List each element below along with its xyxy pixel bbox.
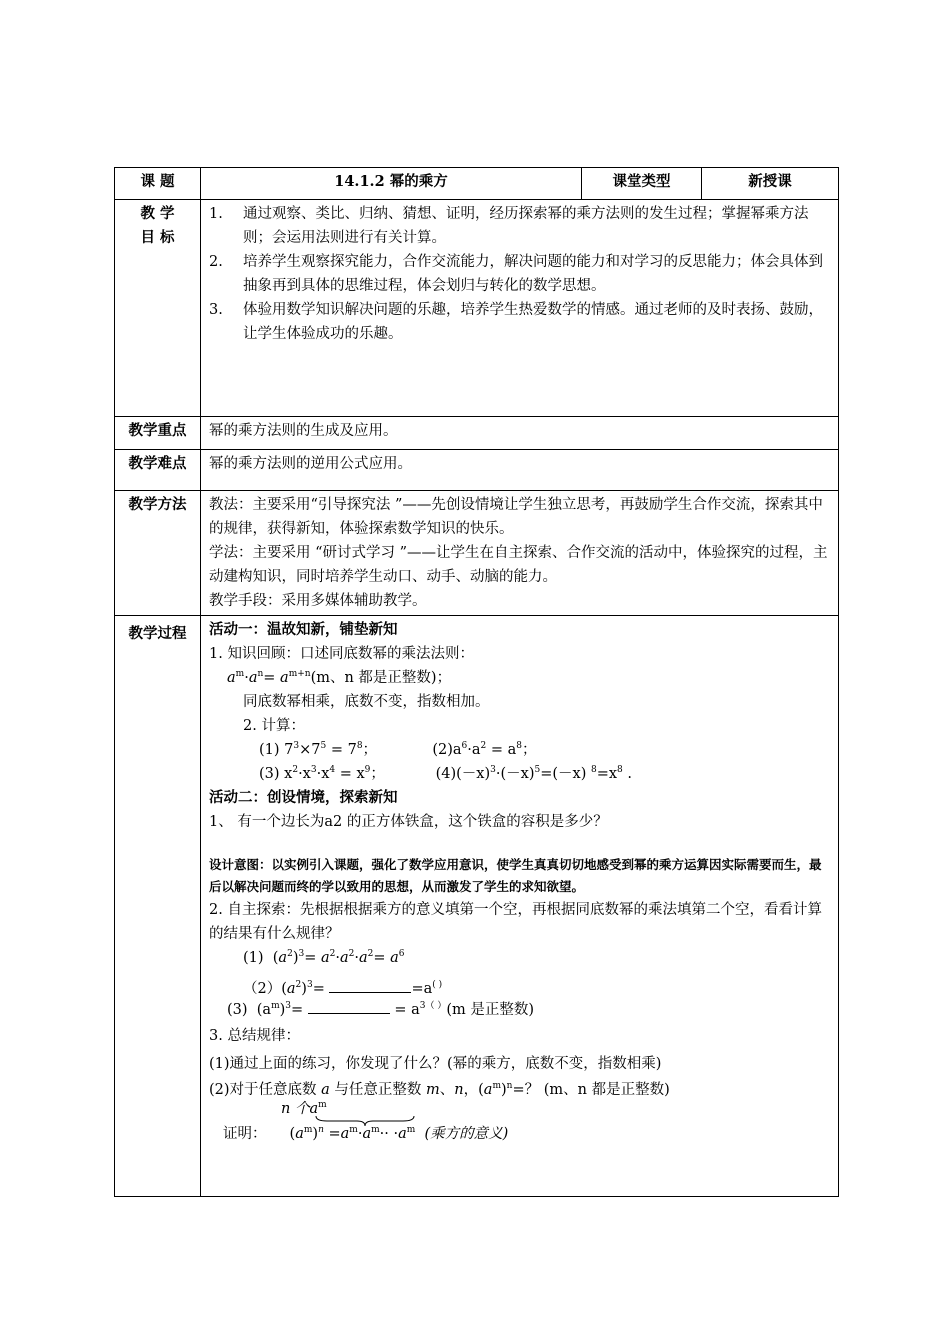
rule-text: 同底数幂相乘，底数不变，指数相加。	[243, 694, 490, 710]
review-line: 1. 知识回顾：口述同底数幂的乘法法则：	[209, 646, 474, 662]
calc-line-2: (3) $x^2\cdot x^3\cdot x^4 = x^9$； $(4)(-x)^3\cdot(-x)^5=(-x)$ $^8=x^8$ .	[259, 765, 632, 782]
method-label: 教学方法	[115, 491, 201, 616]
objectives-label-line2: 目 标	[140, 229, 175, 246]
learning-method: 学法：主要采用 “研讨式学习 ”——让学生在自主探索、合作交流的活动中，体验探究的过程，主动建构知识，同时培养学生动口、动手、动脑的能力。	[209, 545, 828, 585]
blank-field	[308, 999, 390, 1014]
key-point-label: 教学重点	[115, 417, 201, 450]
objective-item: 3. 体验用数学知识解决问题的乐趣，培养学生热爱数学的情感。通过老师的及时表扬、鼓励，让学生体验成功的乐趣。	[209, 302, 823, 342]
proof-line: 证明： $(a^m)^n =a^m\cdot a^m\cdot\cdot \cdot a^m$ (乘方的意义)	[223, 1125, 509, 1142]
brace-label: n 个$a^m$	[281, 1100, 327, 1117]
objectives-content	[201, 200, 839, 417]
question-1: 1、 有一个边长为a2 的正方体铁盒，这个铁盒的容积是多少？	[209, 814, 608, 830]
calc-line-1: (1) $7^3\times 7^5 = 7^8$； $(2)a^6\cdot a^2 = a^8$；	[259, 741, 537, 758]
explore-ex-3: (3) $(a^m)^3= = a^{3( )}(m$ 是正整数)	[227, 1001, 535, 1018]
topic-label: 课 题	[115, 168, 201, 200]
activity-one-heading: 活动一：温故知新，铺垫新知	[209, 621, 398, 638]
proof-block	[209, 1100, 830, 1146]
summary-1: (1)通过上面的练习，你发现了什么？(幂的乘方，底数不变，指数相乘)	[209, 1056, 662, 1072]
objectives-row	[115, 200, 839, 417]
header-row	[115, 168, 839, 200]
summary-title: 3. 总结规律：	[209, 1028, 300, 1044]
objectives-label	[115, 200, 201, 417]
objective-item: 1. 通过观察、类比、归纳、猜想、证明，经历探索幂的乘方法则的发生过程；掌握幂乘方法则；会运用法则进行有关计算。	[209, 206, 809, 246]
underbrace-icon	[315, 1114, 415, 1128]
method-row	[115, 491, 839, 616]
objectives-list	[209, 202, 830, 346]
difficulty-label: 教学难点	[115, 450, 201, 491]
class-type-label: 课堂类型	[582, 168, 702, 200]
key-point-row	[115, 417, 839, 450]
key-point-text: 幂的乘方法则的生成及应用。	[201, 417, 839, 450]
teaching-means: 教学手段：采用多媒体辅助教学。	[209, 593, 427, 609]
process-label: 教学过程	[115, 616, 201, 1197]
explore-ex-1: (1) $(a^2)^3= a^2\cdot a^2\cdot a^2= a^6$	[243, 949, 405, 966]
multiplication-rule: $a^m\cdot a^n= a^{m+n}(m$、n 都是正整数)；	[227, 669, 452, 686]
difficulty-text: 幂的乘方法则的逆用公式应用。	[201, 450, 839, 491]
process-row	[115, 616, 839, 1197]
explore-prompt: 2. 自主探索：先根据根据乘方的意义填第一个空，再根据同底数幂的乘法填第二个空，看看计算的结果有什么规律？	[209, 902, 822, 942]
difficulty-row	[115, 450, 839, 491]
activity-two-heading: 活动二：创设情境，探索新知	[209, 789, 398, 806]
lesson-plan-table	[114, 167, 839, 1197]
blank-field	[329, 978, 411, 993]
topic-title: 14.1.2 幂的乘方	[201, 168, 582, 200]
process-content	[201, 616, 839, 1197]
teaching-method: 教法：主要采用“引导探究法 ”——先创设情境让学生独立思考，再鼓励学生合作交流，探索其中的规律，获得新知，体验探索数学知识的快乐。	[209, 497, 823, 537]
objective-item: 2. 培养学生观察探究能力，合作交流能力，解决问题的能力和对学习的反思能力；体会具体到抽象再到具体的思维过程，体会划归与转化的数学思想。	[209, 254, 823, 294]
objectives-label-line1: 教 学	[140, 205, 175, 222]
explore-ex-2: $(2)(a^2)^3= =a^{( )}$	[243, 980, 443, 997]
summary-2: (2)对于任意底数 a 与任意正整数 m、n，$(a^m)^n=$？ (m、n 都是正整数)	[209, 1081, 670, 1098]
method-content	[201, 491, 839, 616]
class-type-value: 新授课	[702, 168, 839, 200]
calc-title: 2. 计算：	[243, 718, 305, 734]
design-intent: 设计意图：以实例引入课题，强化了数学应用意识，使学生真真切切地感受到幂的乘方运算因实际需要而生，最后以解决问题而终的学以致用的思想，从而激发了学生的求知欲望。	[209, 857, 822, 894]
